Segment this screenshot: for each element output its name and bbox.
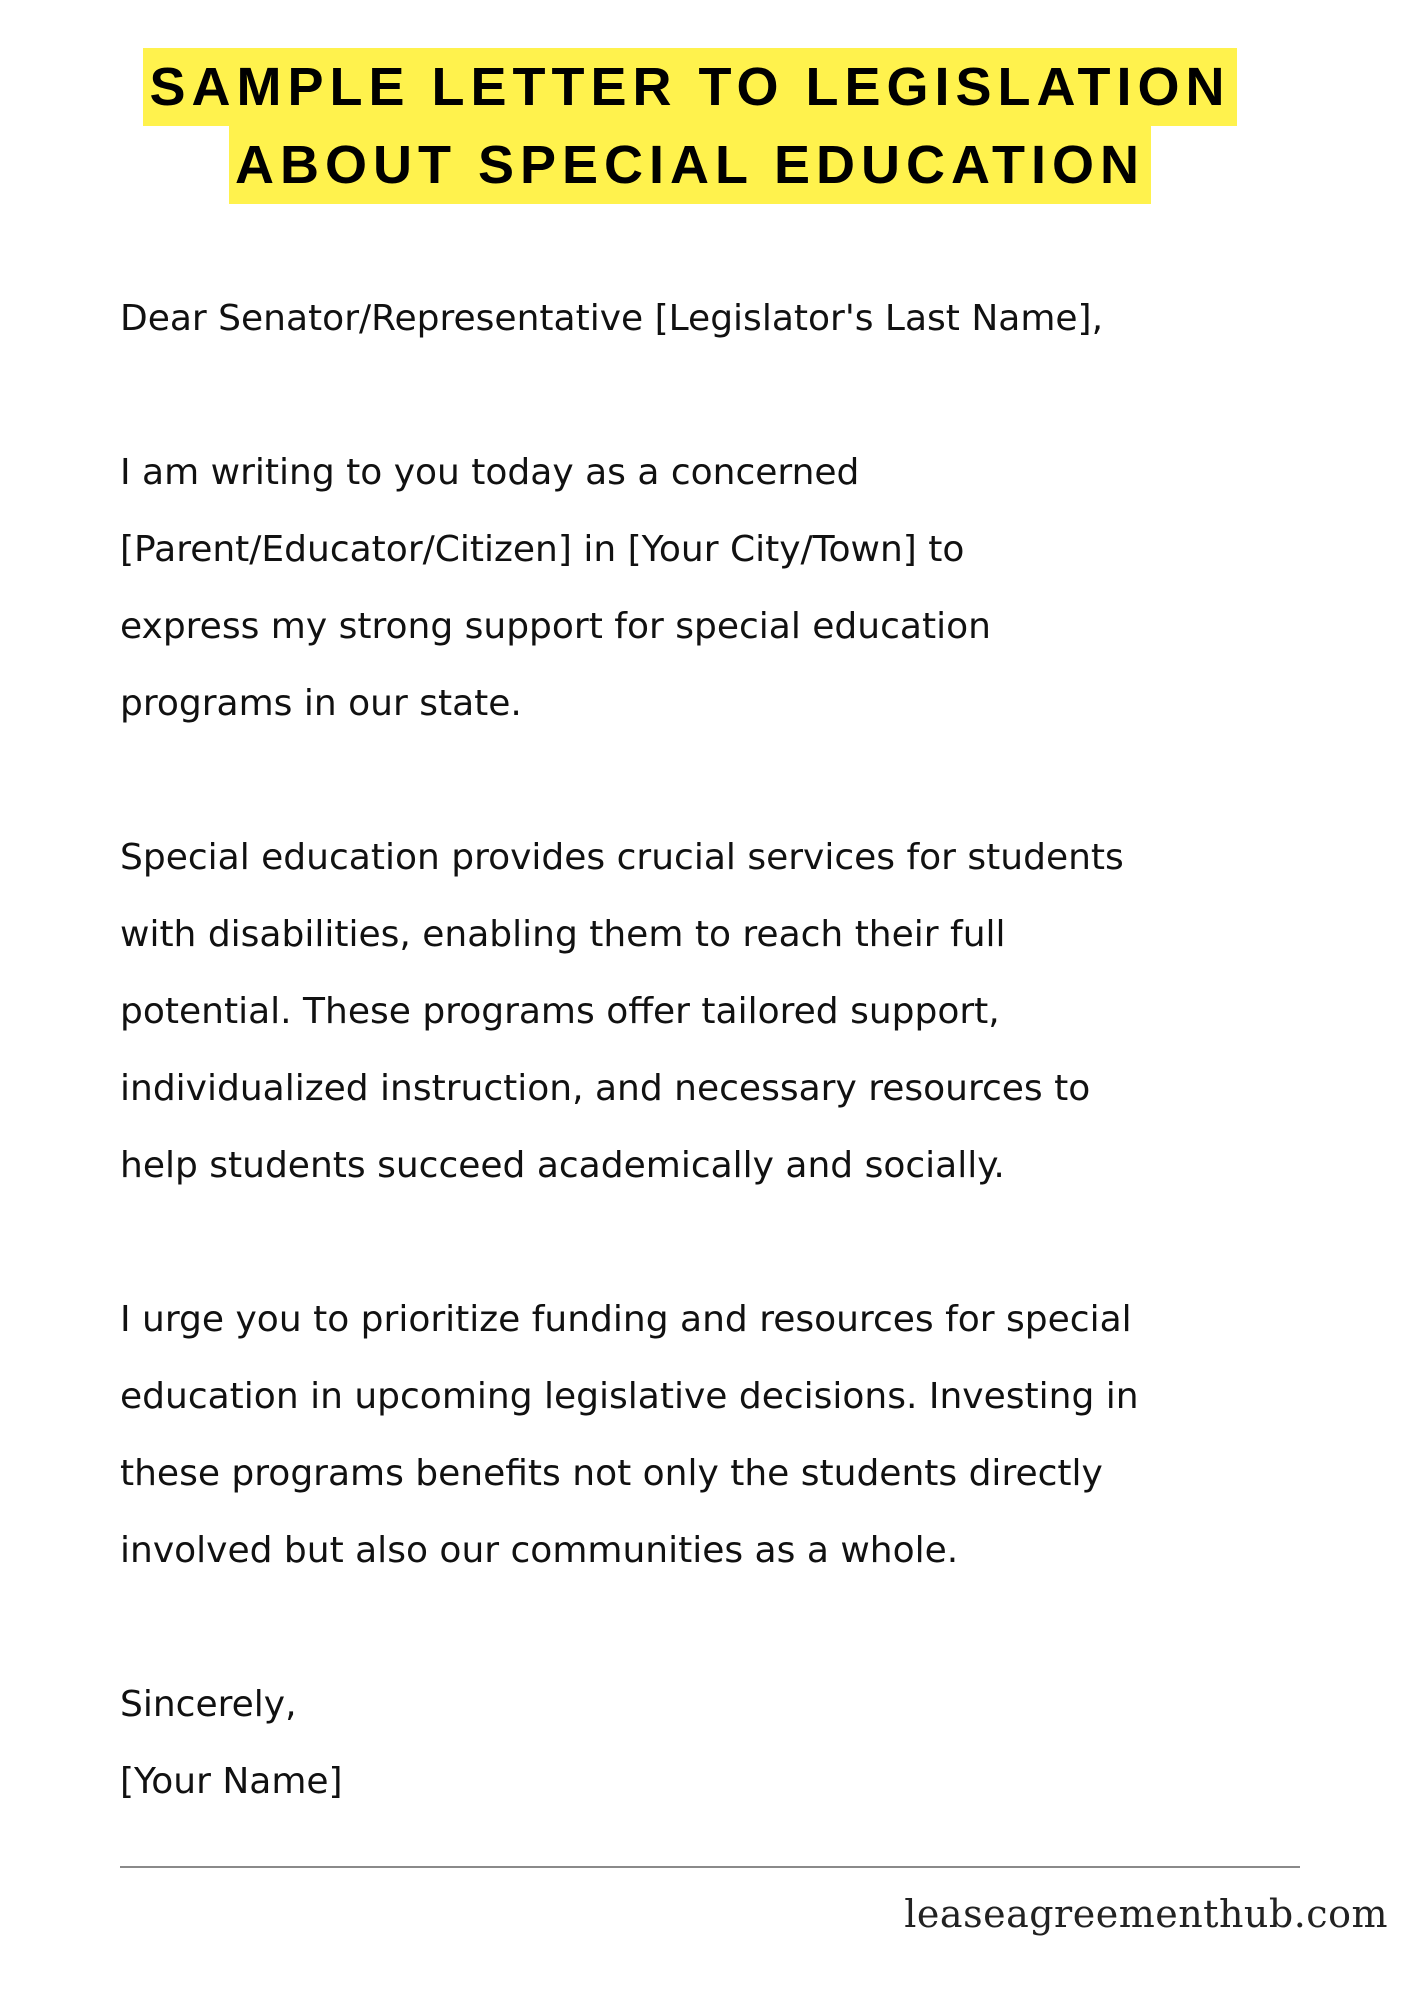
paragraph-1 — [120, 434, 1340, 742]
paragraph-line: Special education provides crucial services for students — [120, 837, 1124, 878]
paragraph-line: I urge you to prioritize funding and resources for special — [120, 1299, 1132, 1340]
paragraph-line: I am writing to you today as a concerned — [120, 452, 860, 493]
title-line-2: ABOUT SPECIAL EDUCATION — [229, 126, 1151, 204]
signature: [Your Name] — [120, 1761, 343, 1802]
paragraph-line: education in upcoming legislative decisions. Investing in — [120, 1376, 1139, 1417]
paragraph-line: with disabilities, enabling them to reach their full — [120, 914, 1006, 955]
page-title — [0, 48, 1380, 204]
footer-site: leaseagreementhub.com — [904, 1892, 1388, 1936]
letter-body — [120, 280, 1340, 1820]
paragraph-line: help students succeed academically and socially. — [120, 1145, 1005, 1186]
paragraph-line: individualized instruction, and necessary resources to — [120, 1068, 1091, 1109]
footer-divider — [120, 1866, 1300, 1868]
closing-block — [120, 1666, 1340, 1820]
salutation-line: Dear Senator/Representative [Legislator's Last Name], — [120, 298, 1104, 339]
paragraph-line: [Parent/Educator/Citizen] in [Your City/Town] to — [120, 529, 965, 570]
paragraph-line: involved but also our communities as a whole. — [120, 1530, 959, 1571]
paragraph-line: potential. These programs offer tailored support, — [120, 991, 1000, 1032]
closing: Sincerely, — [120, 1684, 297, 1725]
paragraph-3 — [120, 1281, 1340, 1589]
paragraph-line: programs in our state. — [120, 683, 522, 724]
title-line-1: SAMPLE LETTER TO LEGISLATION — [143, 48, 1236, 126]
paragraph-line: express my strong support for special education — [120, 606, 991, 647]
salutation — [120, 280, 1340, 357]
paragraph-2 — [120, 819, 1340, 1204]
paragraph-line: these programs benefits not only the students directly — [120, 1453, 1103, 1494]
